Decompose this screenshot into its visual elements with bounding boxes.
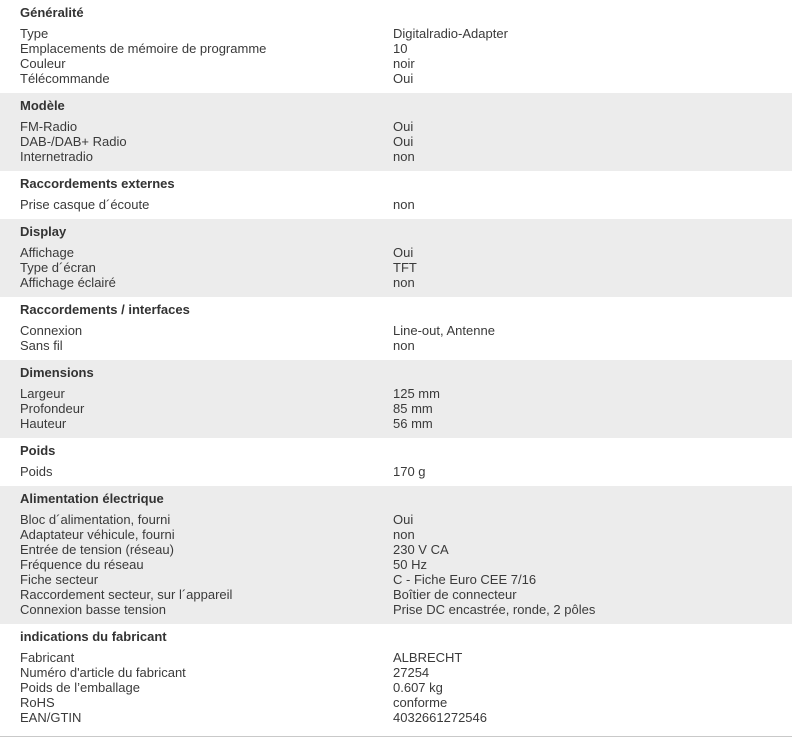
spec-key: Fiche secteur — [20, 572, 99, 587]
section-title: Alimentation électrique — [20, 491, 164, 506]
spec-value: 50 Hz — [393, 557, 427, 572]
spec-value: 56 mm — [393, 416, 433, 431]
spec-value: 10 — [393, 41, 408, 56]
spec-value: ALBRECHT — [393, 650, 463, 665]
spec-row — [0, 275, 792, 290]
spec-section — [0, 93, 792, 171]
spec-row — [0, 26, 792, 41]
spec-row — [0, 710, 792, 725]
spec-rows — [0, 507, 792, 624]
spec-value: Oui — [393, 119, 414, 134]
spec-rows — [0, 240, 792, 297]
spec-key: DAB-/DAB+ Radio — [20, 134, 127, 149]
spec-rows — [0, 192, 792, 219]
spec-row — [0, 680, 792, 695]
spec-value: 85 mm — [393, 401, 433, 416]
spec-row — [0, 401, 792, 416]
spec-row — [0, 542, 792, 557]
section-title: Poids — [20, 443, 56, 458]
spec-value: C - Fiche Euro CEE 7/16 — [393, 572, 537, 587]
spec-section — [0, 486, 792, 624]
spec-row — [0, 695, 792, 710]
spec-key: Emplacements de mémoire de programme — [20, 41, 267, 56]
spec-key: Largeur — [20, 386, 65, 401]
spec-key: EAN/GTIN — [20, 710, 82, 725]
spec-key: Hauteur — [20, 416, 67, 431]
spec-value: 170 g — [393, 464, 426, 479]
spec-value: Digitalradio-Adapter — [393, 26, 508, 41]
spec-key: Couleur — [20, 56, 66, 71]
spec-section — [0, 171, 792, 219]
section-title: Modèle — [20, 98, 65, 113]
spec-value: Line-out, Antenne — [393, 323, 495, 338]
spec-key: Bloc d´alimentation, fourni — [20, 512, 171, 527]
spec-row — [0, 56, 792, 71]
spec-section — [0, 624, 792, 732]
spec-row — [0, 197, 792, 212]
spec-rows — [0, 459, 792, 486]
spec-key: Affichage — [20, 245, 74, 260]
spec-key: Type d´écran — [20, 260, 96, 275]
spec-row — [0, 587, 792, 602]
spec-value: Boîtier de connecteur — [393, 587, 517, 602]
spec-value: non — [393, 275, 415, 290]
spec-row — [0, 512, 792, 527]
spec-key: Télécommande — [20, 71, 110, 86]
spec-row — [0, 41, 792, 56]
spec-section — [0, 297, 792, 360]
spec-rows — [0, 381, 792, 438]
spec-value: non — [393, 338, 415, 353]
spec-value: Oui — [393, 512, 414, 527]
spec-value: conforme — [393, 695, 448, 710]
spec-value: 4032661272546 — [393, 710, 487, 725]
spec-row — [0, 134, 792, 149]
spec-key: FM-Radio — [20, 119, 78, 134]
section-title: Raccordements externes — [20, 176, 175, 191]
spec-value: Oui — [393, 71, 414, 86]
spec-row — [0, 245, 792, 260]
section-title: Raccordements / interfaces — [20, 302, 190, 317]
spec-key: Profondeur — [20, 401, 85, 416]
spec-rows — [0, 645, 792, 732]
spec-key: Raccordement secteur, sur l´appareil — [20, 587, 233, 602]
spec-key: Entrée de tension (réseau) — [20, 542, 174, 557]
spec-section — [0, 0, 792, 93]
spec-key: Internetradio — [20, 149, 93, 164]
spec-section — [0, 360, 792, 438]
spec-row — [0, 572, 792, 587]
spec-key: Poids — [20, 464, 53, 479]
spec-row — [0, 665, 792, 680]
bottom-divider — [0, 736, 792, 737]
spec-row — [0, 650, 792, 665]
spec-key: Connexion basse tension — [20, 602, 166, 617]
spec-row — [0, 260, 792, 275]
spec-value: 230 V CA — [393, 542, 449, 557]
spec-row — [0, 416, 792, 431]
spec-key: Fréquence du réseau — [20, 557, 144, 572]
spec-key: RoHS — [20, 695, 55, 710]
spec-row — [0, 338, 792, 353]
spec-row — [0, 71, 792, 86]
spec-key: Fabricant — [20, 650, 75, 665]
section-title: Display — [20, 224, 67, 239]
spec-rows — [0, 318, 792, 360]
spec-key: Prise casque d´écoute — [20, 197, 150, 212]
spec-value: Prise DC encastrée, ronde, 2 pôles — [393, 602, 596, 617]
spec-row — [0, 149, 792, 164]
spec-key: Adaptateur véhicule, fourni — [20, 527, 175, 542]
spec-key: Type — [20, 26, 49, 41]
section-title: Généralité — [20, 5, 84, 20]
spec-key: Numéro d'article du fabricant — [20, 665, 186, 680]
spec-value: 125 mm — [393, 386, 440, 401]
section-title: indications du fabricant — [20, 629, 167, 644]
spec-row — [0, 527, 792, 542]
spec-value: Oui — [393, 245, 414, 260]
spec-row — [0, 119, 792, 134]
section-title: Dimensions — [20, 365, 94, 380]
spec-rows — [0, 21, 792, 93]
spec-key: Affichage éclairé — [20, 275, 116, 290]
spec-rows — [0, 114, 792, 171]
spec-section — [0, 219, 792, 297]
spec-row — [0, 602, 792, 617]
spec-value: Oui — [393, 134, 414, 149]
spec-key: Connexion — [20, 323, 83, 338]
spec-value: non — [393, 149, 415, 164]
spec-value: non — [393, 527, 415, 542]
spec-row — [0, 323, 792, 338]
spec-value: 27254 — [393, 665, 430, 680]
spec-section — [0, 438, 792, 486]
spec-row — [0, 386, 792, 401]
spec-key: Poids de l’emballage — [20, 680, 140, 695]
spec-key: Sans fil — [20, 338, 63, 353]
spec-row — [0, 464, 792, 479]
spec-value: TFT — [393, 260, 417, 275]
spec-value: noir — [393, 56, 415, 71]
spec-row — [0, 557, 792, 572]
spec-value: 0.607 kg — [393, 680, 443, 695]
spec-value: non — [393, 197, 415, 212]
